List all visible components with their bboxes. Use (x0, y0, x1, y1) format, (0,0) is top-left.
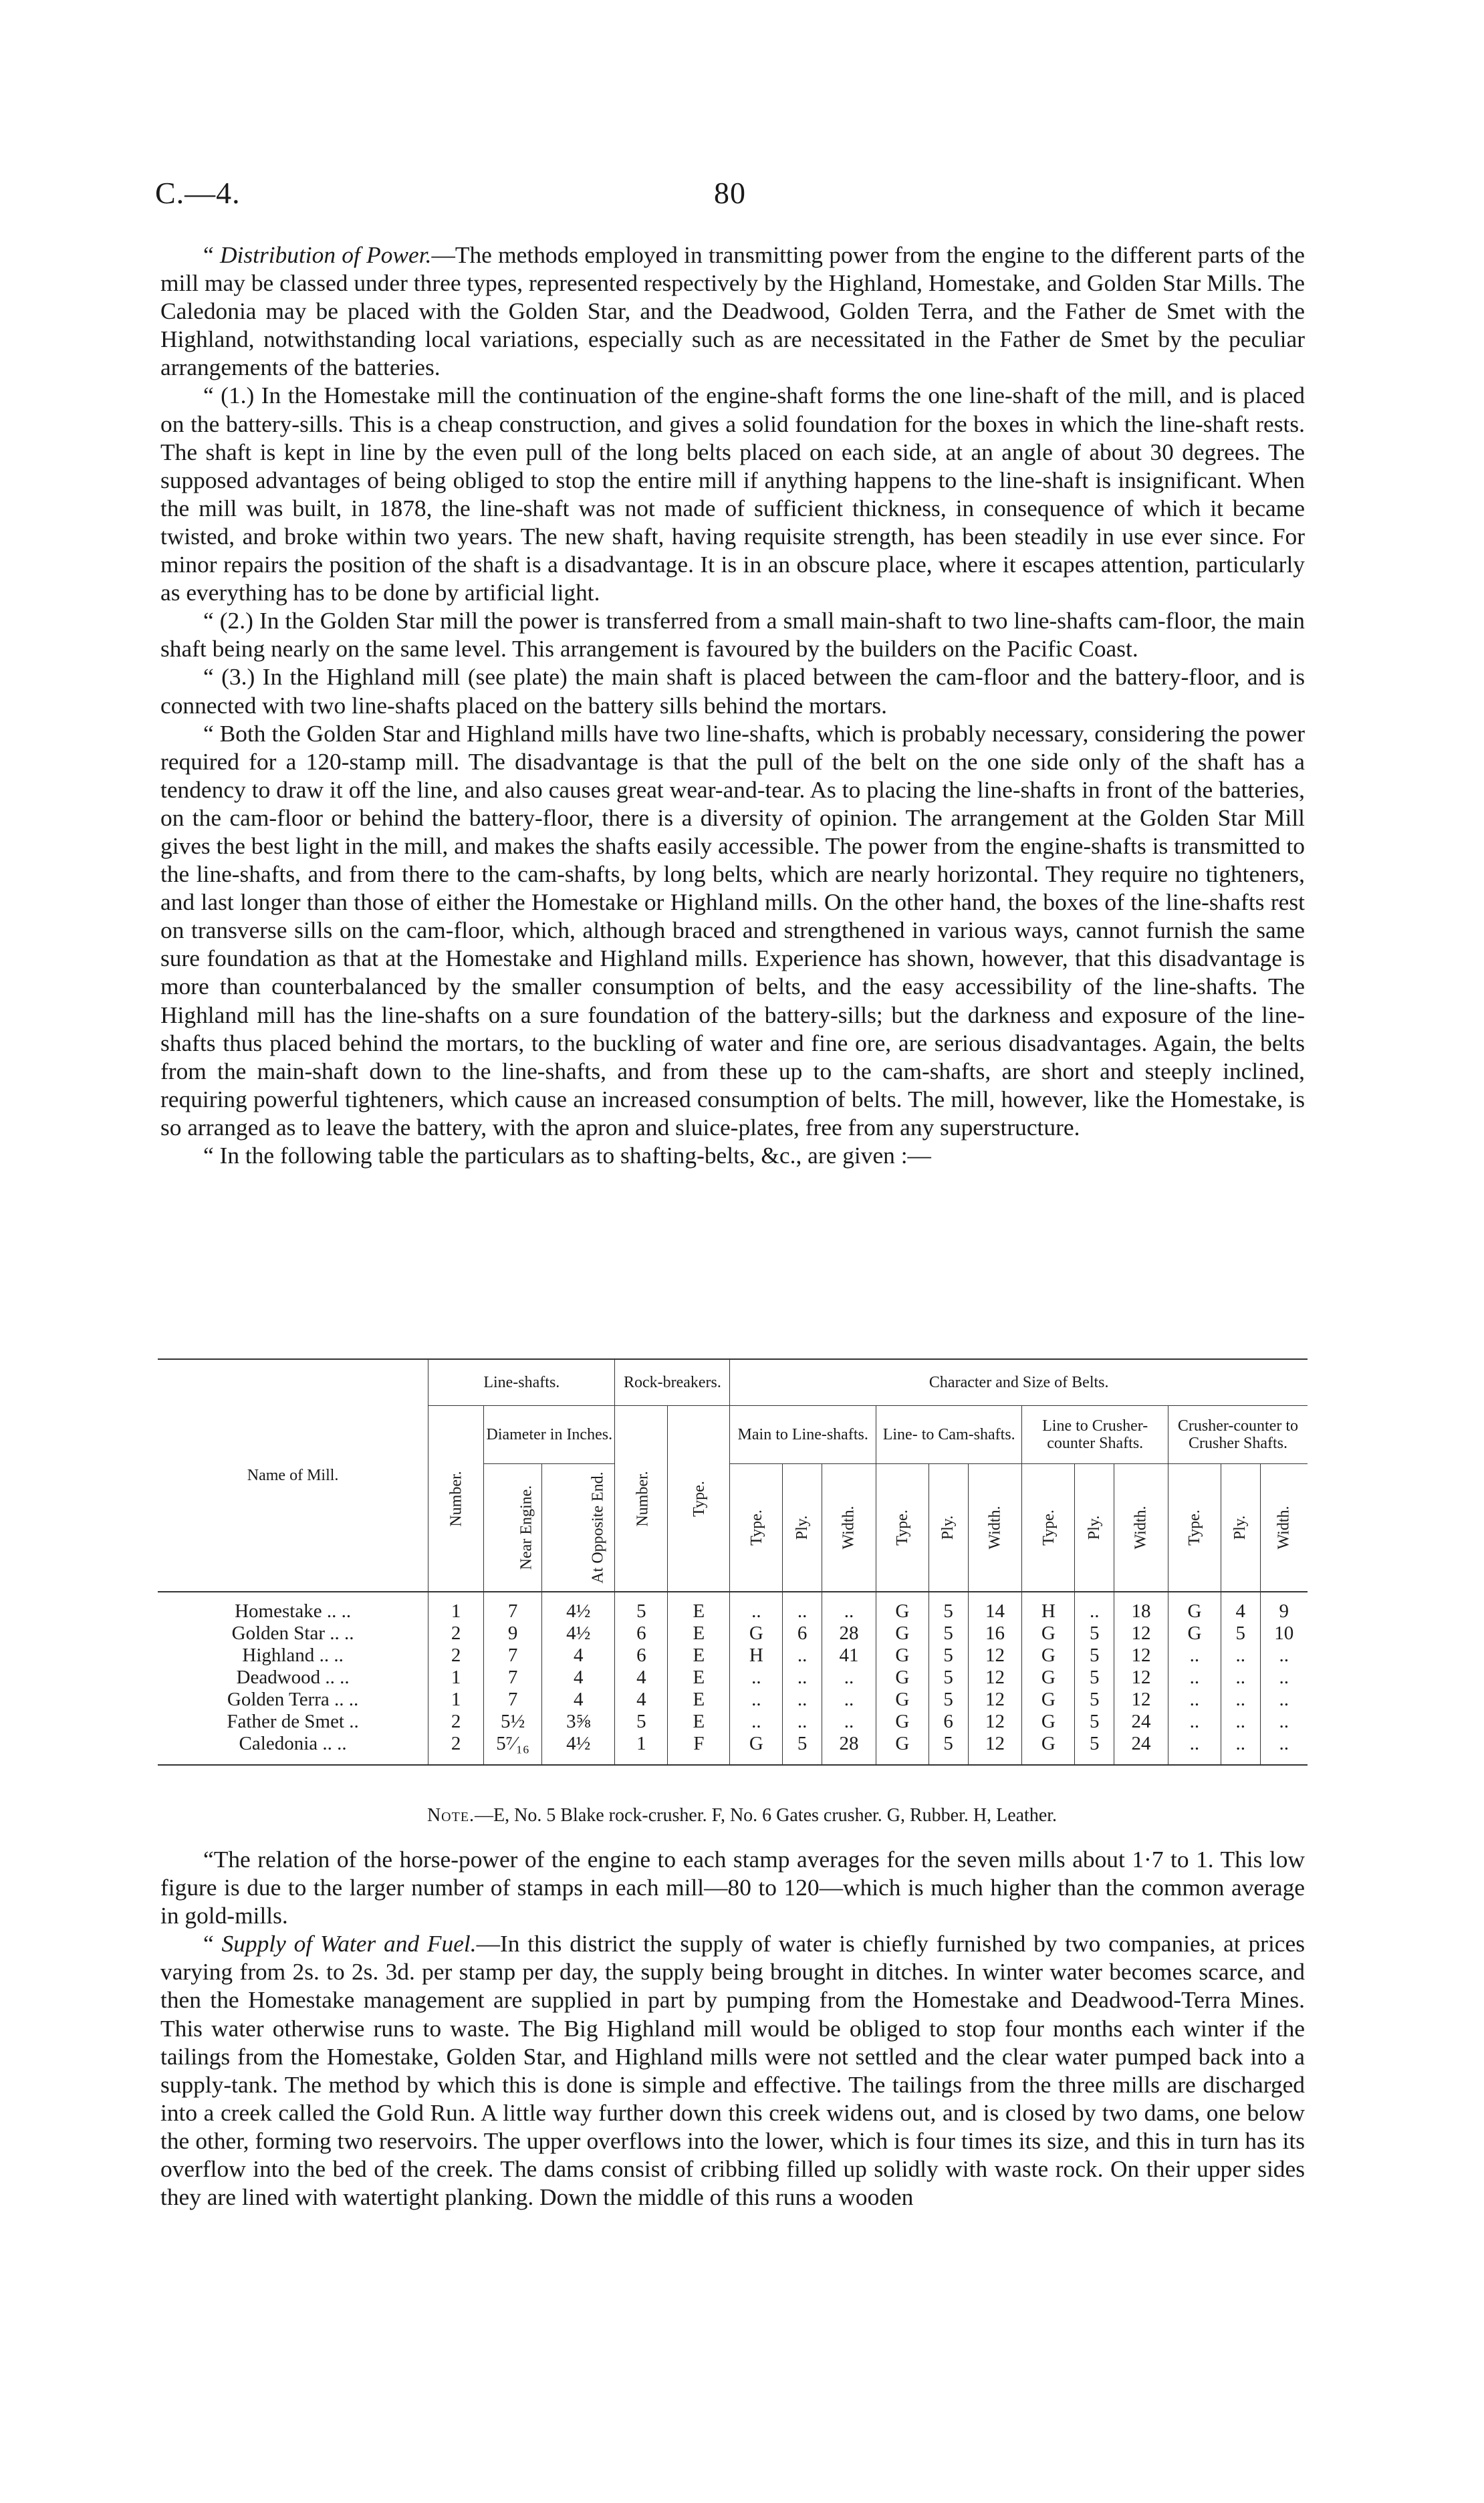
table-cell: 5 (783, 1733, 822, 1765)
table-cell: G (730, 1733, 783, 1765)
mill-name: Highland .. .. (242, 1645, 344, 1666)
table-cell: 4 (542, 1667, 615, 1689)
paragraph: “ Distribution of Power.—The methods employed in transmitting power from the engine to the different parts of the mill may be classed under three types, represented respectively by the Highland, Homestake, and Golden Star Mills. The Caledonia may be placed with the Golden Star, and the Deadwood, Golden Terra, and the Father de Smet with the Highland, notwithstanding local variations, especially such as are necessitated in the Father de Smet by the peculiar arrangements of the batteries. (160, 241, 1305, 381)
table-cell: .. (730, 1592, 783, 1623)
col-belts: Character and Size of Belts. (730, 1359, 1308, 1406)
table-cell: 12 (1114, 1667, 1168, 1689)
table-cell: .. (730, 1667, 783, 1689)
table-cell: 12 (968, 1667, 1022, 1689)
col-near-engine: Near Engine. (484, 1464, 542, 1592)
table-cell: E (668, 1689, 730, 1711)
table-cell: G (876, 1592, 929, 1623)
table-cell: 5 (929, 1689, 968, 1711)
table-cell: 5⁷⁄₁₆ (484, 1733, 542, 1765)
paragraph: “ (2.) In the Golden Star mill the power is transferred from a small main-shaft to two line-shafts cam-floor, the main shaft being nearly on the same level. This arrangement is favoured by the builders on the Pacific Coast. (160, 607, 1305, 663)
table-cell: 4½ (542, 1592, 615, 1623)
table-cell: H (730, 1645, 783, 1667)
table-cell: G (876, 1623, 929, 1645)
table-cell: .. (1260, 1711, 1308, 1733)
table-cell: 5 (1075, 1689, 1114, 1711)
col-crusher-counter: Crusher-counter to Crusher Shafts. (1168, 1406, 1308, 1464)
col-line-to-cam: Line- to Cam-shafts. (876, 1406, 1022, 1464)
table-row (158, 1623, 1308, 1645)
table-cell: 12 (968, 1711, 1022, 1733)
table-cell: 5 (615, 1711, 668, 1733)
page-number: 80 (714, 176, 746, 210)
table-cell: 12 (968, 1689, 1022, 1711)
col-type: Type. (730, 1464, 783, 1592)
table-cell: F (668, 1733, 730, 1765)
table-cell: 4½ (542, 1623, 615, 1645)
table-cell: G (1022, 1689, 1075, 1711)
table-cell: .. (1260, 1645, 1308, 1667)
mill-name: Homestake .. .. (235, 1600, 352, 1622)
col-ply: Ply. (1221, 1464, 1260, 1592)
table-cell: .. (1260, 1733, 1308, 1765)
table-cell: 5 (929, 1667, 968, 1689)
table-cell: .. (1260, 1689, 1308, 1711)
col-name-of-mill: Name of Mill. (247, 1467, 339, 1484)
table-body (158, 1592, 1308, 1765)
col-line-shafts: Line-shafts. (428, 1359, 615, 1406)
table-cell: .. (1075, 1592, 1114, 1623)
mill-name: Golden Terra .. .. (227, 1689, 359, 1710)
table-cell: 28 (822, 1733, 876, 1765)
table-cell: 5 (1075, 1623, 1114, 1645)
table-cell: 6 (929, 1711, 968, 1733)
table-cell: 7 (484, 1645, 542, 1667)
paragraph: “ (3.) In the Highland mill (see plate) the main shaft is placed between the cam-floor and the battery-floor, and is connected with two line-shafts placed on the battery sills behind the mortars. (160, 663, 1305, 719)
col-width: Width. (1260, 1464, 1308, 1592)
paragraph: “ In the following table the particulars as to shafting-belts, &c., are given :— (203, 1142, 931, 1169)
col-line-to-crusher: Line to Crusher-counter Shafts. (1022, 1406, 1168, 1464)
table-cell: 5 (1221, 1623, 1260, 1645)
table-cell: .. (783, 1689, 822, 1711)
table-cell: .. (783, 1667, 822, 1689)
table-cell: G (1022, 1623, 1075, 1645)
col-rock-number: Number. (615, 1406, 668, 1592)
table-cell: G (876, 1667, 929, 1689)
table-cell: 24 (1114, 1711, 1168, 1733)
table-cell: 2 (428, 1645, 484, 1667)
paragraph: “ Both the Golden Star and Highland mills have two line-shafts, which is probably necessary, considering the power required for a 120-stamp mill. The disadvantage is that the pull of the belt on the one side only of the shaft has a tendency to draw it off the line, and also causes great wear-and-tear. As to placing the line-shafts in front of the batteries, on the cam-floor or behind the battery-floor, there is a diversity of opinion. The arrangement at the Golden Star Mill gives the best light in the mill, and makes the shafts easily accessible. The power from the engine-shafts is transmitted to the line-shafts, and from there to the cam-shafts, by long belts, which are nearly horizontal. They require no tighteners, and last longer than those of either the Homestake or Highland mills. On the other hand, the boxes of the line-shafts rest on transverse sills on the cam-floor, which, although braced and strengthened in various ways, cannot furnish the same sure foundation as that at the Homestake and Highland mills. Experience has shown, however, that this disadvantage is more than counterbalanced by the smaller consumption of belts, and the easy accessibility of the line-shafts. The Highland mill has the line-shafts on a sure foundation of the battery-sills; but the darkness and exposure of the line-shafts thus placed behind the mortars, to the buckling of water and fine ore, are serious disadvantages. Again, the belts from the main-shaft down to the line-shafts, and from these up to the cam-shafts, are short and steeply inclined, requiring powerful tighteners, which cause an increased consumption of belts. The mill, however, like the Homestake, is so arranged as to leave the battery, with the apron and sluice-plates, free from any superstructure. (160, 719, 1305, 1141)
mill-name: Golden Star .. .. (231, 1623, 354, 1644)
table-row (158, 1645, 1308, 1667)
col-opposite-end: At Opposite End. (542, 1464, 615, 1592)
table-cell: 5 (929, 1733, 968, 1765)
paragraph: “ Supply of Water and Fuel.—In this district the supply of water is chiefly furnished by two companies, at prices varying from 2s. to 2s. 3d. per stamp per day, the supply being brought in ditches. In winter water becomes scarce, and then the Homestake management are supplied in part by pumping from the Homestake and Deadwood-Terra Mines. This water otherwise runs to waste. The Big Highland mill would be obliged to stop four months each winter if the tailings from the Homestake, Golden Star, and Highland mills were not settled and the clear water pumped back into a supply-tank. The method by which this is done is simple and effective. The tailings from the three mills are discharged into a creek called the Gold Run. A little way further down this creek widens out, and is closed by two dams, one below the other, forming two reservoirs. The upper overflows into the lower, which is four times its size, and this in turn has its overflow into the bed of the creek. The dams consist of cribbing filled up solidly with waste rock. On their upper sides they are lined with watertight planking. Down the middle of this runs a wooden (160, 1930, 1305, 2211)
table-cell: .. (783, 1645, 822, 1667)
table-cell: .. (822, 1689, 876, 1711)
col-ply: Ply. (1075, 1464, 1114, 1592)
table-cell: 4 (615, 1689, 668, 1711)
col-width: Width. (968, 1464, 1022, 1592)
table-cell: G (876, 1711, 929, 1733)
table-cell: .. (1221, 1689, 1260, 1711)
table-cell: 14 (968, 1592, 1022, 1623)
col-rock-type: Type. (668, 1406, 730, 1592)
table-cell: 4½ (542, 1733, 615, 1765)
table-cell: .. (1221, 1711, 1260, 1733)
table-cell: G (876, 1689, 929, 1711)
table-cell: 2 (428, 1711, 484, 1733)
table-cell: 12 (1114, 1623, 1168, 1645)
table-note: Note.—E, No. 5 Blake rock-crusher. F, No. 6 Gates crusher. G, Rubber. H, Leather. (426, 1805, 1058, 1826)
table-cell: G (730, 1623, 783, 1645)
table-cell: .. (783, 1592, 822, 1623)
table-cell: 2 (428, 1623, 484, 1645)
table-cell: 7 (484, 1667, 542, 1689)
table-cell: 5 (929, 1645, 968, 1667)
table-cell: 12 (968, 1645, 1022, 1667)
italic-lead: Distribution of Power. (219, 241, 432, 268)
table-cell: .. (1221, 1733, 1260, 1765)
table-cell: 16 (968, 1623, 1022, 1645)
table-row (158, 1711, 1308, 1733)
table-cell: H (1022, 1592, 1075, 1623)
table-cell: G (1022, 1645, 1075, 1667)
table-cell: 12 (1114, 1645, 1168, 1667)
table-cell: .. (1168, 1689, 1221, 1711)
table-cell: G (1022, 1667, 1075, 1689)
col-type: Type. (876, 1464, 929, 1592)
table-cell: .. (1221, 1645, 1260, 1667)
table-row (158, 1689, 1308, 1711)
table-cell: E (668, 1592, 730, 1623)
table-cell: 4 (615, 1667, 668, 1689)
table-cell: 1 (615, 1733, 668, 1765)
table-row (158, 1733, 1308, 1765)
table-cell: .. (1168, 1645, 1221, 1667)
col-width: Width. (1114, 1464, 1168, 1592)
table-cell: 4 (1221, 1592, 1260, 1623)
paragraph: “ (1.) In the Homestake mill the continuation of the engine-shaft forms the one line-shaft of the mill, and is placed on the battery-sills. This is a cheap construction, and gives a solid foundation for the boxes in which the line-shaft rests. The shaft is kept in line by the even pull of the long belts placed on each side, at an angle of about 30 degrees. The supposed advantages of being obliged to stop the entire mill if anything happens to the line-shaft is insignificant. When the mill was built, in 1878, the line-shaft was not made of sufficient thickness, in consequence of which it became twisted, and broke within two years. The new shaft, having requisite strength, has been steadily in use ever since. For minor repairs the position of the shaft is a disadvantage. It is in an obscure place, where it escapes attention, particularly as everything has to be done by artificial light. (160, 382, 1305, 606)
table-cell: .. (822, 1711, 876, 1733)
table-cell: .. (1221, 1667, 1260, 1689)
table-cell: 9 (1260, 1592, 1308, 1623)
table-cell: G (1022, 1711, 1075, 1733)
table-cell: 6 (615, 1645, 668, 1667)
mill-name: Deadwood .. .. (236, 1667, 350, 1688)
table-cell: .. (822, 1667, 876, 1689)
table-cell: .. (783, 1711, 822, 1733)
table-cell: 7 (484, 1689, 542, 1711)
shafting-belts-table-wrap (158, 1358, 1308, 1766)
col-line-number: Number. (428, 1406, 484, 1592)
col-type: Type. (1022, 1464, 1075, 1592)
table-cell: 12 (968, 1733, 1022, 1765)
table-cell: 5½ (484, 1711, 542, 1733)
col-main-to-line: Main to Line-shafts. (730, 1406, 876, 1464)
table-cell: G (876, 1733, 929, 1765)
table-cell: 1 (428, 1592, 484, 1623)
table-cell: 12 (1114, 1689, 1168, 1711)
col-diameter: Diameter in Inches. (484, 1406, 615, 1464)
table-cell: 28 (822, 1623, 876, 1645)
body-text-top (160, 241, 1305, 1169)
table-cell: E (668, 1667, 730, 1689)
table-cell: G (876, 1645, 929, 1667)
table-cell: .. (1168, 1711, 1221, 1733)
table-row (158, 1592, 1308, 1623)
table-cell: 5 (929, 1623, 968, 1645)
table-cell: 1 (428, 1689, 484, 1711)
table-cell: 6 (783, 1623, 822, 1645)
table-cell: 1 (428, 1667, 484, 1689)
table-cell: 10 (1260, 1623, 1308, 1645)
italic-lead: Supply of Water and Fuel. (221, 1930, 477, 1957)
mill-name: Father de Smet .. (227, 1711, 359, 1732)
document-reference: C.—4. (155, 176, 241, 210)
col-ply: Ply. (929, 1464, 968, 1592)
table-cell: 4 (542, 1689, 615, 1711)
col-rock-breakers: Rock-breakers. (615, 1359, 730, 1406)
table-cell: 4 (542, 1645, 615, 1667)
table-cell: 2 (428, 1733, 484, 1765)
table-cell: 5 (1075, 1711, 1114, 1733)
table-row (158, 1667, 1308, 1689)
table-cell: 5 (1075, 1667, 1114, 1689)
table-cell: 18 (1114, 1592, 1168, 1623)
table-cell: 24 (1114, 1733, 1168, 1765)
col-ply: Ply. (783, 1464, 822, 1592)
table-cell: E (668, 1645, 730, 1667)
table-cell: .. (730, 1689, 783, 1711)
table-cell: G (1168, 1592, 1221, 1623)
table-cell: 9 (484, 1623, 542, 1645)
table-cell: .. (1260, 1667, 1308, 1689)
table-cell: .. (1168, 1733, 1221, 1765)
table-cell: G (1168, 1623, 1221, 1645)
body-text-bottom (160, 1845, 1305, 2211)
table-cell: 5 (1075, 1733, 1114, 1765)
table-cell: 5 (1075, 1645, 1114, 1667)
table-cell: 3⅝ (542, 1711, 615, 1733)
table-cell: .. (730, 1711, 783, 1733)
table-cell: 5 (615, 1592, 668, 1623)
paragraph: “The relation of the horse-power of the engine to each stamp averages for the seven mills about 1·7 to 1. This low figure is due to the larger number of stamps in each mill—80 to 120—which is much higher than the common average in gold-mills. (160, 1846, 1305, 1929)
table-cell: 5 (929, 1592, 968, 1623)
table-cell: .. (822, 1592, 876, 1623)
table-cell: 7 (484, 1592, 542, 1623)
table-cell: E (668, 1623, 730, 1645)
shafting-belts-table (158, 1358, 1308, 1766)
table-cell: E (668, 1711, 730, 1733)
mill-name: Caledonia .. .. (158, 1733, 428, 1765)
col-type: Type. (1168, 1464, 1221, 1592)
table-cell: G (1022, 1733, 1075, 1765)
table-cell: 6 (615, 1623, 668, 1645)
table-cell: 41 (822, 1645, 876, 1667)
col-width: Width. (822, 1464, 876, 1592)
table-cell: .. (1168, 1667, 1221, 1689)
